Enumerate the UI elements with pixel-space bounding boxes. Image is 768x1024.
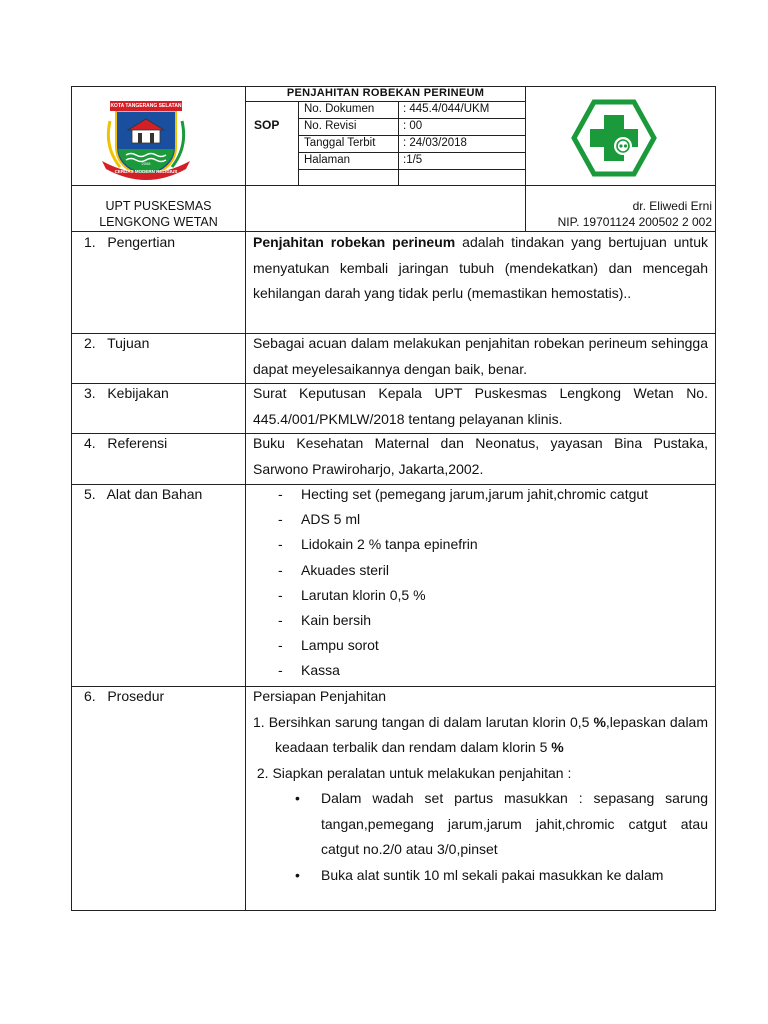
meta-key-revisi: No. Revisi [304,120,357,132]
emblem-year-text: 2008 [141,161,151,166]
label-prosedur: 6. Prosedur [84,688,165,704]
meta-key-dokumen: No. Dokumen [304,103,375,115]
label-pengertian: 1. Pengertian [84,234,176,250]
list-item: - Hecting set (pemegang jarum,jarum jahit,chromic catgut [253,482,713,507]
prosedur-bullet: • Dalam wadah set partus masukkan : sepasang sarung tangan,pemegang jarum,jarum jahit,chromic catgut atau catgut no.2/0 atau 3/0,pinset [247,786,708,863]
text-tujuan: Sebagai acuan dalam melakukan penjahitan robekan perineum sehingga dapat meyelesaikannya dengan baik, benar. [253,335,708,377]
meta-key-halaman: Halaman [304,154,351,166]
list-item: - ADS 5 ml [253,507,713,532]
prosedur-bullet: • Buka alat suntik 10 ml sekali pakai masukkan ke dalam [247,863,708,889]
header-divider-left [245,86,246,232]
list-item: - Akuades steril [253,558,713,583]
meta-value-tanggal: : 24/03/2018 [403,137,467,149]
org-name-line1: UPT PUSKESMAS [105,199,212,213]
text-kebijakan: Surat Keputusan Kepala UPT Puskesmas Lengkong Wetan No. 445.4/001/PKMLW/2018 tentang pelayanan klinis. [253,385,708,427]
text-pengertian [253,230,708,307]
pengertian-body: adalah tindakan yang bertujuan untuk menyatukan kembali jaringan tubuh (mendekatkan) dan mencegah kehilangan darah yang tidak perlu (memastikan hemostatis).. [253,234,708,301]
emblem-banner-text: KOTA TANGERANG SELATAN [110,103,182,109]
sop-label: SOP [254,118,280,132]
signer-block [526,199,712,230]
meta-value-revisi: : 00 [403,120,423,132]
document-title: PENJAHITAN ROBEKAN PERINEUM [286,87,485,99]
prosedur-heading: Persiapan Penjahitan [253,688,387,704]
list-item: - Kassa [253,658,713,683]
pengertian-lead: Penjahitan robekan perineum [253,234,456,250]
list-item: - Larutan klorin 0,5 % [253,583,713,608]
step1-part-d: % [551,739,564,755]
label-alat-bahan: 5. Alat dan Bahan [84,486,203,502]
step1-part-c: ,lepaskan dalam keadaan terbalik dan rendam dalam klorin 5 [275,713,708,755]
org-name [72,199,245,230]
signer-name: dr. Eliwedi Erni [632,199,712,213]
org-name-line2: LENGKONG WETAN [99,214,218,229]
meta-value-dokumen: : 445.4/044/UKM [403,103,490,115]
emblem-motto-text: CERDAS MODERN RELIGIUS [114,169,178,174]
label-tujuan: 2. Tujuan [84,335,150,351]
alat-bahan-list [253,482,713,684]
puskesmas-logo [571,99,657,177]
meta-value-halaman: :1/5 [403,154,423,166]
meta-key-tanggal: Tanggal Terbit [304,137,376,149]
header-divider-mid [71,185,716,186]
step1-part-a: Bersihkan sarung tangan di dalam larutan klorin 0,5 [268,713,594,730]
prosedur-content [253,684,708,888]
prosedur-step-2: 2. Siapkan peralatan untuk melakukan penjahitan : [253,764,572,781]
signer-nip: NIP. 19701124 200502 2 002 [557,214,712,229]
list-item: - Lidokain 2 % tanpa epinefrin [253,532,713,557]
list-item: - Lampu sorot [253,633,713,658]
label-referensi: 4. Referensi [84,435,168,451]
text-referensi: Buku Kesehatan Maternal dan Neonatus, yayasan Bina Pustaka, Sarwono Prawiroharjo, Jakarta,2002. [253,435,708,477]
prosedur-step-1 [253,710,708,761]
step1-part-b: % [593,713,606,730]
city-emblem-logo [96,97,196,183]
label-kebijakan: 3. Kebijakan [84,385,169,401]
list-item: - Kain bersih [253,608,713,633]
meta-table [298,101,526,185]
step1-number: 1. [253,713,269,730]
